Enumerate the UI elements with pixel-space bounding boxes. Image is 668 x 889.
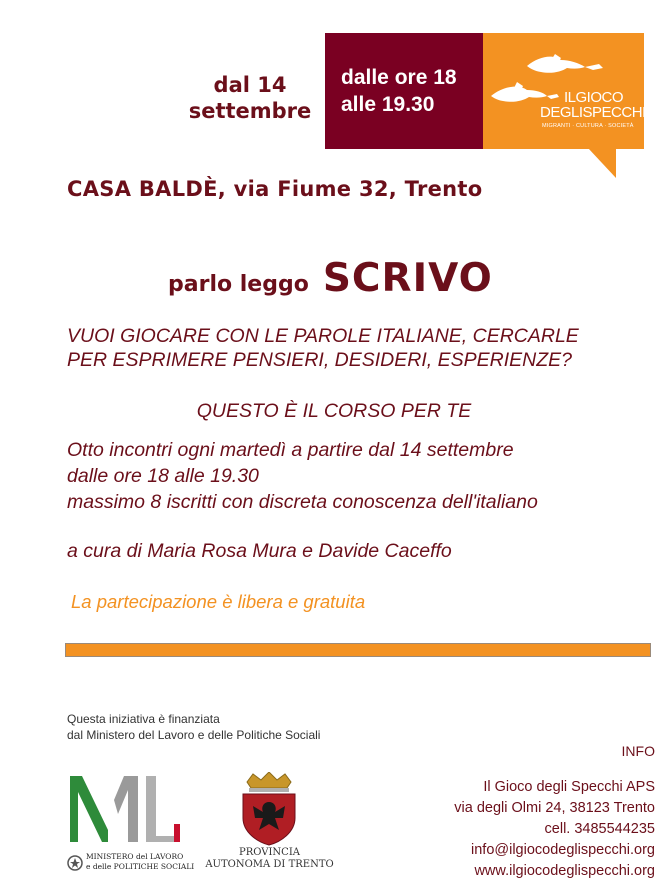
province-line-2: AUTONOMA DI TRENTO (205, 859, 334, 870)
course-tagline: QUESTO È IL CORSO PER TE (196, 400, 472, 422)
date-line-1: dal 14 (213, 73, 287, 97)
details-line-2: dalle ore 18 alle 19.30 (67, 465, 259, 487)
ministry-label (86, 852, 194, 872)
divider-bar (65, 643, 651, 657)
time-line-2: alle 19.30 (341, 93, 435, 116)
funding-note (67, 711, 320, 743)
contact-info (454, 777, 655, 882)
course-details (67, 437, 657, 515)
info-website[interactable]: www.ilgiocodeglispecchi.org (474, 863, 655, 879)
logo-tagline: MIGRANTI · CULTURA · SOCIETÀ (542, 123, 634, 129)
ministry-line-1: MINISTERO del LAVORO (86, 852, 184, 861)
info-title: INFO (621, 743, 655, 759)
time-line-1: dalle ore 18 (341, 66, 457, 89)
funding-line-1: Questa iniziativa è finanziata (67, 712, 220, 726)
province-label (197, 847, 342, 871)
curators: a cura di Maria Rosa Mura e Davide Caceffo (67, 540, 452, 562)
question-text (67, 324, 657, 372)
funding-line-2: dal Ministero del Lavoro e delle Politiche Sociali (67, 728, 321, 742)
logo-name-line-1: ILGIOCO (564, 89, 624, 106)
info-org: Il Gioco degli Specchi APS (483, 779, 655, 795)
italian-emblem-icon (66, 853, 84, 873)
province-coat-of-arms-icon (233, 772, 305, 846)
date-line-2: settembre (188, 99, 312, 123)
free-participation: La partecipazione è libera e gratuita (71, 591, 366, 612)
province-line-1: PROVINCIA (238, 847, 301, 858)
question-line-1: VUOI GIOCARE CON LE PAROLE ITALIANE, CERCARLE (67, 325, 579, 347)
headline (168, 256, 493, 301)
ministry-logo-icon (66, 770, 184, 850)
speech-bubble-tail (588, 148, 616, 178)
details-line-1: Otto incontri ogni martedì a partire dal 14 settembre (67, 439, 514, 461)
event-time (341, 64, 457, 118)
info-phone: cell. 3485544235 (544, 821, 655, 837)
logo-name-line-2: DEGLISPECCHI (540, 104, 646, 121)
question-line-2: PER ESPRIMERE PENSIERI, DESIDERI, ESPERIENZE? (67, 349, 572, 371)
ministry-line-2: e delle POLITICHE SOCIALI (86, 862, 195, 871)
info-email[interactable]: info@ilgiocodeglispecchi.org (471, 842, 655, 858)
info-address: via degli Olmi 24, 38123 Trento (454, 800, 655, 816)
details-line-3: massimo 8 iscritti con discreta conoscenza dell'italiano (67, 491, 538, 513)
headline-big: SCRIVO (322, 256, 493, 301)
venue: CASA BALDÈ, via Fiume 32, Trento (67, 177, 483, 201)
headline-small: parlo leggo (168, 272, 309, 297)
logo-wordmark (540, 89, 646, 121)
event-date (170, 72, 330, 124)
